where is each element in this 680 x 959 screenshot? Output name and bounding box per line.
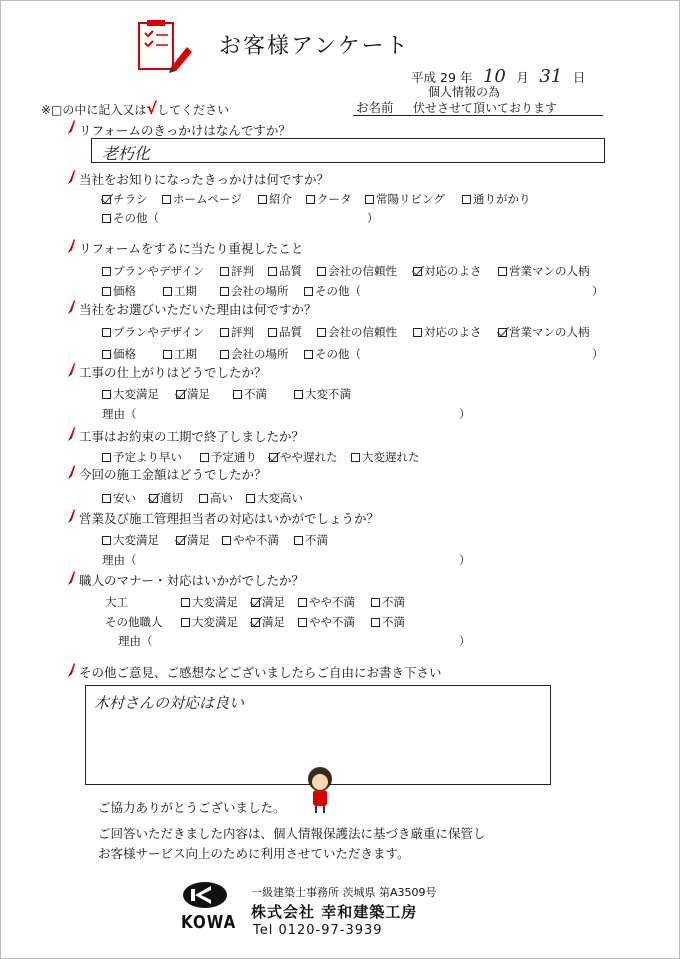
q9-carpenter-label: 大工 <box>105 595 128 609</box>
page-title: お客様アンケート <box>219 34 410 59</box>
checkbox[interactable] <box>102 536 111 545</box>
checkbox[interactable] <box>102 453 111 462</box>
checkbox[interactable] <box>351 453 360 462</box>
checkbox[interactable] <box>258 195 267 204</box>
checkbox[interactable] <box>163 287 172 296</box>
q10-answer: 木村さんの対応は良い <box>94 694 245 712</box>
q6-question: 工事はお約束の工期で終了しましたか？ <box>79 429 305 444</box>
checkbox[interactable] <box>304 287 313 296</box>
q4-option-quality[interactable]: 品質 <box>268 324 302 340</box>
q9-other-slightly-dissatisfied[interactable]: やや不満 <box>298 614 355 630</box>
q8-close: ） <box>459 553 471 567</box>
checkbox[interactable] <box>298 618 307 627</box>
q4-option-schedule[interactable]: 工期 <box>163 346 197 362</box>
q2-option-flyer[interactable]: チラシ <box>102 191 148 207</box>
q2-option-other[interactable]: その他（ <box>102 210 159 226</box>
pen-icon <box>67 463 75 480</box>
q8-option-slightly-dissatisfied[interactable]: やや不満 <box>222 532 279 548</box>
phone-number: Tel 0120-97-3939 <box>253 923 383 938</box>
checkbox[interactable] <box>413 267 422 276</box>
q4-option-reputation[interactable]: 評判 <box>220 324 254 340</box>
q9-other-craftsmen-label: その他職人 <box>105 615 163 629</box>
privacy-statement-2: お客様サービス向上のために利用させていただきます。 <box>98 846 410 861</box>
checkbox[interactable] <box>246 494 255 503</box>
q3-option-quality[interactable]: 品質 <box>268 263 302 279</box>
q9-close: ） <box>459 634 471 648</box>
pen-icon <box>67 507 75 524</box>
company-name: 株式会社 幸和建築工房 <box>251 903 418 921</box>
q2-option-quota[interactable]: クータ <box>306 191 352 207</box>
q3-question: リフォームをするに当たり重視したこと <box>79 241 304 256</box>
q4-option-sales-personality[interactable]: 営業マンの人柄 <box>498 324 590 340</box>
q8-question: 営業及び施工管理担当者の対応はいかがでしょうか？ <box>79 511 380 526</box>
checkbox[interactable] <box>102 328 111 337</box>
q4-option-price[interactable]: 価格 <box>102 346 136 362</box>
q4-option-reliability[interactable]: 会社の信頼性 <box>317 324 397 340</box>
checkbox[interactable] <box>199 494 208 503</box>
q7-option-cheap[interactable]: 安い <box>102 490 136 506</box>
checkbox[interactable] <box>294 390 303 399</box>
checkbox[interactable] <box>233 390 242 399</box>
q5-option-satisfied[interactable]: 満足 <box>176 386 210 402</box>
q3-option-reliability[interactable]: 会社の信頼性 <box>317 263 397 279</box>
q9-carpenter-slightly-dissatisfied[interactable]: やや不満 <box>298 594 355 610</box>
privacy-note-2: 伏せさせて頂いております <box>413 101 558 115</box>
checkbox[interactable] <box>102 390 111 399</box>
q9-other-very-satisfied[interactable]: 大変満足 <box>181 614 238 630</box>
q3-option-plan-design[interactable]: プランやデザイン <box>102 263 204 279</box>
q5-option-very-dissatisfied[interactable]: 大変不満 <box>294 386 351 402</box>
q8-option-dissatisfied[interactable]: 不満 <box>294 532 328 548</box>
q3-option-schedule[interactable]: 工期 <box>163 283 197 299</box>
q3-option-other[interactable]: その他（ <box>304 283 361 299</box>
checkbox[interactable] <box>462 195 471 204</box>
q4-option-plan-design[interactable]: プランやデザイン <box>102 324 204 340</box>
q2-option-referral[interactable]: 紹介 <box>258 191 292 207</box>
checkbox[interactable] <box>102 350 111 359</box>
checkbox[interactable] <box>268 267 277 276</box>
q8-option-very-satisfied[interactable]: 大変満足 <box>102 532 159 548</box>
checkbox[interactable] <box>220 287 229 296</box>
q9-carpenter-very-satisfied[interactable]: 大変満足 <box>181 594 238 610</box>
checkbox[interactable] <box>162 195 171 204</box>
q3-option-location[interactable]: 会社の場所 <box>220 283 289 299</box>
red-check-mark: √ <box>146 99 158 118</box>
q4-close: ） <box>592 347 604 361</box>
checkbox[interactable] <box>220 267 229 276</box>
pen-icon <box>67 298 75 315</box>
q9-other-dissatisfied[interactable]: 不満 <box>371 614 405 630</box>
pen-icon <box>67 361 75 378</box>
checkbox[interactable] <box>102 494 111 503</box>
date-day-value: 31 <box>539 66 563 87</box>
q1-answer: 老朽化 <box>102 144 151 163</box>
q3-option-reputation[interactable]: 評判 <box>220 263 254 279</box>
q5-close: ） <box>459 407 471 421</box>
pen-icon <box>67 569 75 586</box>
q1-answer-box[interactable] <box>91 138 605 163</box>
q7-option-appropriate[interactable]: 適切 <box>149 490 183 506</box>
checkbox[interactable] <box>413 328 422 337</box>
q5-option-very-satisfied[interactable]: 大変満足 <box>102 386 159 402</box>
q6-option-very-late[interactable]: 大変遅れた <box>351 449 420 465</box>
q2-option-passing-by[interactable]: 通りがかり <box>462 191 531 207</box>
date-line: 平成 29 年 10 月 31 日 <box>411 66 586 87</box>
q2-close: ） <box>367 211 379 225</box>
checkbox[interactable] <box>220 328 229 337</box>
q6-option-slightly-late[interactable]: やや遅れた <box>269 449 338 465</box>
checkbox[interactable] <box>268 328 277 337</box>
checkbox[interactable] <box>163 350 172 359</box>
license-number: 一級建築士事務所 茨城県 第A3509号 <box>251 886 437 899</box>
checkbox[interactable] <box>371 618 380 627</box>
q2-option-joyo-living[interactable]: 常陽リビング <box>365 191 445 207</box>
checkbox[interactable] <box>498 328 507 337</box>
logo-text: KOWA <box>181 911 237 933</box>
privacy-statement-1: ご回答いただきました内容は、個人情報保護法に基づき厳重に保管し <box>98 826 486 841</box>
checkbox[interactable] <box>220 350 229 359</box>
checkbox[interactable] <box>317 267 326 276</box>
privacy-note-1: 個人情報の為 <box>428 85 501 99</box>
date-month-value: 10 <box>482 66 506 87</box>
checkbox[interactable] <box>251 598 260 607</box>
q4-option-other[interactable]: その他（ <box>304 346 361 362</box>
q9-carpenter-dissatisfied[interactable]: 不満 <box>371 594 405 610</box>
checkbox[interactable] <box>102 267 111 276</box>
checkbox[interactable] <box>149 494 158 503</box>
name-label: お名前 <box>356 100 394 115</box>
q5-reason[interactable]: 理由（ <box>102 407 137 421</box>
checkbox[interactable] <box>365 195 374 204</box>
q2-question: 当社をお知りになったきっかけは何ですか？ <box>79 172 330 187</box>
q1-question: リフォームのきっかけはなんですか？ <box>79 123 291 138</box>
checkbox[interactable] <box>304 350 313 359</box>
q5-question: 工事の仕上がりはどうでしたか？ <box>79 365 267 380</box>
q7-option-very-expensive[interactable]: 大変高い <box>246 490 303 506</box>
name-underline <box>353 115 603 116</box>
q2-option-homepage[interactable]: ホームページ <box>162 191 242 207</box>
checkbox[interactable] <box>181 618 190 627</box>
pen-icon <box>67 168 75 185</box>
kowa-logo-mark-icon <box>181 881 229 909</box>
q7-question: 今回の施工金額はどうでしたか？ <box>79 467 267 482</box>
checkbox[interactable] <box>102 195 111 204</box>
pen-icon <box>67 661 75 678</box>
q8-reason[interactable]: 理由（ <box>102 553 137 567</box>
clipboard-icon <box>135 19 197 77</box>
q9-question: 職人のマナー・対応はいかがでしたか？ <box>79 573 305 588</box>
checkbox[interactable] <box>222 536 231 545</box>
mascot-girl-icon <box>301 765 339 815</box>
q3-option-price[interactable]: 価格 <box>102 283 136 299</box>
company-logo <box>181 881 237 933</box>
q4-option-location[interactable]: 会社の場所 <box>220 346 289 362</box>
q6-option-on-schedule[interactable]: 予定通り <box>200 449 257 465</box>
checkbox[interactable] <box>298 598 307 607</box>
checkbox[interactable] <box>176 536 185 545</box>
q9-reason[interactable]: 理由（ <box>118 634 153 648</box>
checkbox[interactable] <box>294 536 303 545</box>
pen-icon <box>67 237 75 254</box>
checkbox[interactable] <box>102 287 111 296</box>
q5-option-dissatisfied[interactable]: 不満 <box>233 386 267 402</box>
checkbox[interactable] <box>176 390 185 399</box>
checkbox[interactable] <box>317 328 326 337</box>
checkbox[interactable] <box>181 598 190 607</box>
q3-close: ） <box>592 284 604 298</box>
q4-question: 当社をお選びいただいた理由は何ですか？ <box>79 302 317 317</box>
thanks-message: ご協力ありがとうございました。 <box>98 800 286 815</box>
checkbox[interactable] <box>371 598 380 607</box>
checkbox[interactable] <box>251 618 260 627</box>
q3-option-good-service[interactable]: 対応のよさ <box>413 263 482 279</box>
q9-other-satisfied[interactable]: 満足 <box>251 614 285 630</box>
q6-option-early[interactable]: 予定より早い <box>102 449 182 465</box>
q8-option-satisfied[interactable]: 満足 <box>176 532 210 548</box>
q9-carpenter-satisfied[interactable]: 満足 <box>251 594 285 610</box>
q4-option-good-service[interactable]: 対応のよさ <box>413 324 482 340</box>
q10-question: その他ご意見、ご感想などございましたらご自由にお書き下さい <box>79 665 442 680</box>
checkbox[interactable] <box>498 267 507 276</box>
checkbox[interactable] <box>269 453 278 462</box>
instruction: ※□の中に記入又は√してください <box>41 99 230 118</box>
q3-option-sales-personality[interactable]: 営業マンの人柄 <box>498 263 590 279</box>
checkbox[interactable] <box>102 214 111 223</box>
checkbox[interactable] <box>200 453 209 462</box>
pen-icon <box>67 118 75 135</box>
q7-option-expensive[interactable]: 高い <box>199 490 233 506</box>
checkbox[interactable] <box>306 195 315 204</box>
pen-icon <box>67 425 75 442</box>
